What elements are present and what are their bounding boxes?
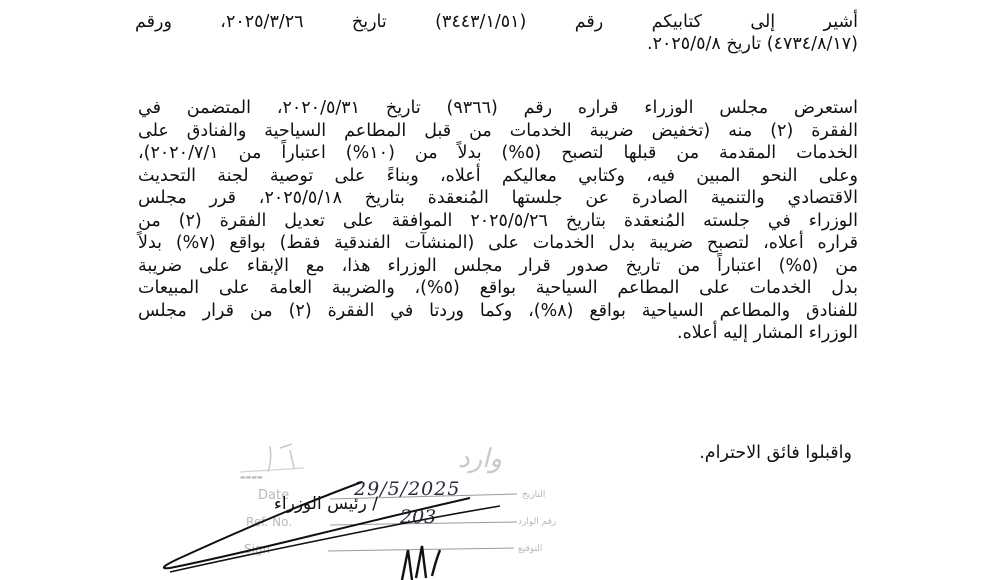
stamp-inbound-word: وارد xyxy=(458,444,502,474)
text-line: الوزراء المشار إليه أعلاه. xyxy=(677,323,858,343)
stamp-sign-label: Sign xyxy=(244,542,271,556)
handwritten-signature xyxy=(140,440,560,580)
stamp-sign-label-ar: التوقيع xyxy=(518,544,543,554)
paragraph-decision xyxy=(138,100,858,348)
text-line: استعرض مجلس الوزراء قراره رقم (٩٣٦٦) تاريخ ٢٠٢٠/٥/٣١، المتضمن في xyxy=(138,98,858,118)
text-line: الوزراء في جلسته المُنعقدة بتاريخ ٢٠٢٥/٥/٢٦ الموافقة على تعديل الفقرة (٢) من xyxy=(138,210,858,231)
signer-title: / رئيس الوزراء xyxy=(273,494,378,514)
stamp-emblem-text: ▬▬▬▬ xyxy=(240,474,263,481)
text-line: بدل الخدمات على المطاعم السياحية بواقع (٥%)، والضريبة العامة على المبيعات xyxy=(138,278,858,298)
text-line: الفقرة (٢) منه (تخفيض ضريبة الخدمات من قبل المطاعم السياحية والفنادق على xyxy=(138,120,858,141)
text-line: من (٥%) اعتباراً من تاريخ صدور قرار مجلس الوزراء هذا، مع الإبقاء على ضريبة xyxy=(138,255,858,276)
stamp-ref-label-ar: رقم الوارد xyxy=(518,517,557,527)
paragraph-reference xyxy=(135,14,858,57)
stamp-ref-label: Ref. No. xyxy=(246,515,293,529)
text-line: للفنادق والمطاعم السياحية بواقع (٨%)، وكما وردتا في الفقرة (٢) من قرار مجلس xyxy=(138,300,858,321)
text-line: قراره أعلاه، لتصبح ضريبة بدل الخدمات على (المنشآت الفندقية فقط) بواقع (٧%) بدلاً xyxy=(138,233,859,253)
stamp-date-value: 29/5/2025 xyxy=(354,478,461,500)
stamp-date-label: Date xyxy=(258,488,290,503)
stamp-date-label-ar: التاريخ xyxy=(522,490,546,500)
text-line: أشير إلى كتابيكم رقم (٣٤٤٣/١/٥١) تاريخ ٢٠٢٥/٣/٢٦، ورقم xyxy=(135,12,858,32)
stamp-ref-value: 203 xyxy=(400,506,437,528)
text-line: (٤٧٣٤/٨/١٧) تاريخ ٢٠٢٥/٥/٨. xyxy=(647,33,858,54)
text-line: الخدمات المقدمة من قبلها لتصبح (٥%) بدلاً من (١٠%) اعتباراً من ٢٠٢٠/٧/١)، xyxy=(138,143,858,163)
text-line: الاقتصادي والتنمية الصادرة عن جلستها المُنعقدة بتاريخ ٢٠٢٥/٥/١٨، قرر مجلس xyxy=(138,188,858,208)
closing-text: واقبلوا فائق الاحترام. xyxy=(699,443,852,463)
text-line: وعلى النحو المبين فيه، وكتابي معاليكم أعلاه، وبناءً على توصية لجنة التحديث xyxy=(138,165,858,186)
